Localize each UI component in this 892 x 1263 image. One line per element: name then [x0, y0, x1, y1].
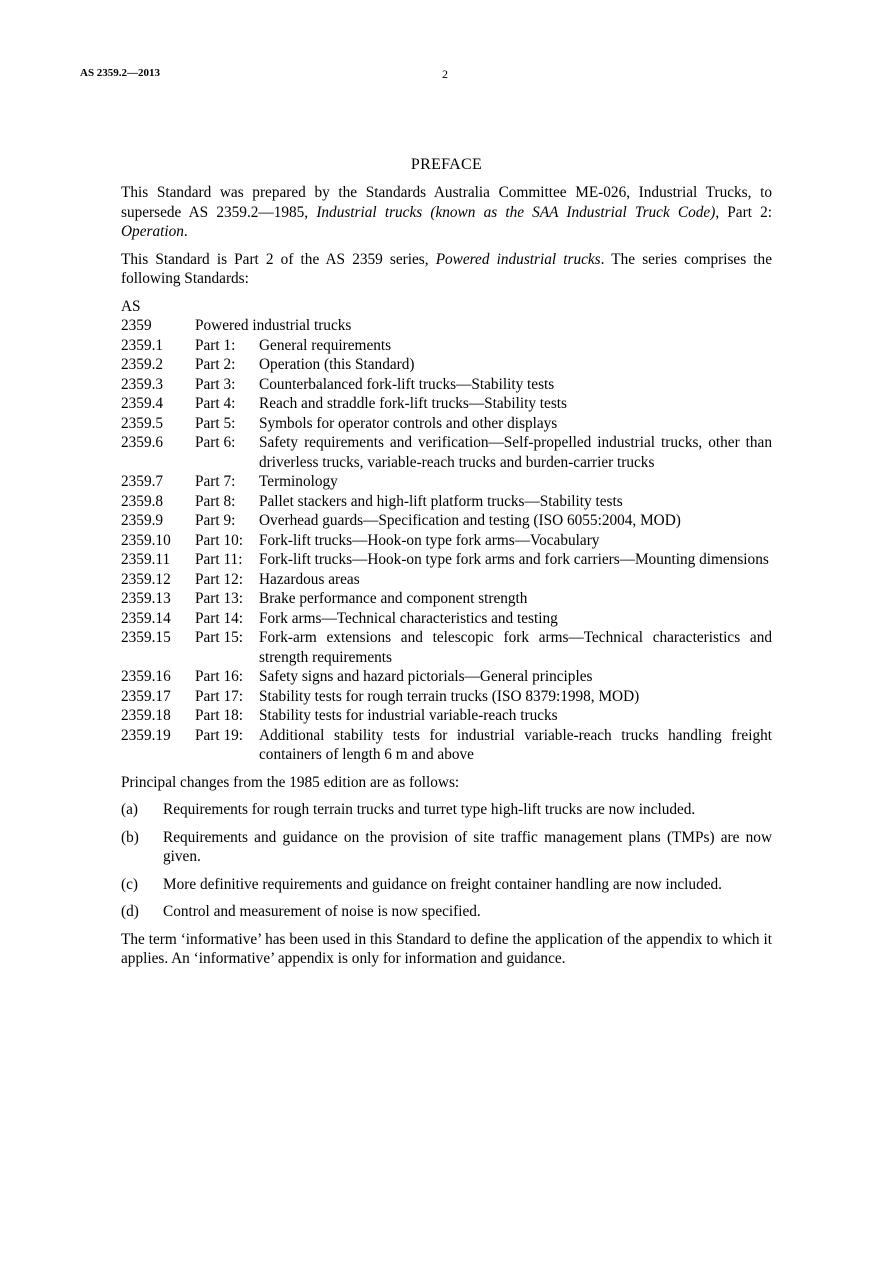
para1-text-2: , Part 2: [715, 203, 773, 221]
standard-number: 2359.13 [121, 590, 171, 607]
change-label: (c) [121, 875, 138, 893]
standard-row [121, 355, 772, 375]
preface-body [121, 155, 772, 977]
standard-part: Part 10: [195, 531, 244, 549]
standard-part: Part 17: [195, 687, 244, 705]
standard-part: Part 12: [195, 570, 244, 588]
standard-number: 2359.14 [121, 609, 171, 627]
standard-title: Fork arms—Technical characteristics and testing [259, 609, 558, 627]
change-text: Control and measurement of noise is now specified. [163, 903, 481, 920]
change-label: (b) [121, 828, 139, 846]
series-row [121, 316, 772, 336]
change-text: More definitive requirements and guidance on freight container handling are now included. [163, 875, 722, 893]
preface-paragraph-2 [121, 250, 772, 289]
standard-row [121, 433, 772, 472]
standard-part: Part 6: [195, 434, 236, 451]
change-label: (d) [121, 903, 139, 920]
series-number: 2359 [121, 317, 152, 334]
standard-part: Part 7: [195, 473, 236, 490]
parts-container [121, 336, 772, 765]
closing-paragraph: The term ‘informative’ has been used in this Standard to define the application of the appendix to which it applies. An ‘informative’ appendix is only for information and guidance. [121, 930, 772, 967]
standard-title: Fork-lift trucks—Hook-on type fork arms—Vocabulary [259, 531, 600, 549]
change-text: Requirements and guidance on the provision of site traffic management plans (TMPs) are now given. [163, 828, 772, 865]
change-item [121, 800, 772, 820]
standard-title: Fork-lift trucks—Hook-on type fork arms and fork carriers—Mounting dimensions [259, 551, 769, 568]
standard-title: Safety signs and hazard pictorials—General principles [259, 668, 593, 685]
standard-title: Overhead guards—Specification and testing (ISO 6055:2004, MOD) [259, 512, 681, 529]
standard-row [121, 628, 772, 667]
standard-row [121, 531, 772, 551]
change-item [121, 902, 772, 922]
standard-title: Fork-arm extensions and telescopic fork arms—Technical characteristics and strength requirements [259, 629, 772, 666]
changes-list [121, 800, 772, 922]
standard-number: 2359.18 [121, 707, 171, 724]
standard-row [121, 570, 772, 590]
standard-number: 2359.10 [121, 531, 171, 549]
standard-title: Hazardous areas [259, 570, 360, 588]
standard-title: Stability tests for industrial variable-reach trucks [259, 707, 558, 724]
standard-part: Part 5: [195, 414, 236, 432]
standard-title: Safety requirements and verification—Self-propelled industrial trucks, other than driverless trucks, variable-reach trucks and burden-carrier trucks [259, 434, 772, 471]
standard-number: 2359.12 [121, 570, 171, 588]
para1-text-1: This Standard was prepared by the Standards Australia Committee ME-026, Industrial Trucks, to supersede AS 2359.2—1985, [121, 184, 772, 221]
standard-part: Part 8: [195, 492, 236, 510]
standard-number: 2359.3 [121, 375, 164, 393]
standard-title: Brake performance and component strength [259, 590, 528, 607]
standard-part: Part 4: [195, 395, 236, 412]
series-prefix-row [121, 297, 772, 317]
standard-title: Pallet stackers and high-lift platform trucks—Stability tests [259, 492, 623, 510]
standard-number: 2359.8 [121, 492, 164, 510]
standard-row [121, 375, 772, 395]
standard-title: Operation (this Standard) [259, 356, 415, 373]
standard-title: General requirements [259, 336, 392, 354]
series-prefix: AS [121, 297, 141, 315]
standard-part: Part 16: [195, 668, 244, 685]
standard-number: 2359.4 [121, 395, 164, 412]
standard-number: 2359.5 [121, 414, 164, 432]
standard-row [121, 472, 772, 492]
changes-intro: Principal changes from the 1985 edition are as follows: [121, 773, 460, 791]
change-label: (a) [121, 801, 138, 818]
change-item [121, 828, 772, 867]
page-number: 2 [442, 67, 448, 81]
preface-paragraph-1 [121, 183, 772, 242]
para1-italic-part: Operation [121, 223, 184, 240]
standard-number: 2359.9 [121, 512, 164, 529]
para1-italic-title: Industrial trucks (known as the SAA Industrial Truck Code) [316, 203, 716, 221]
standard-title: Symbols for operator controls and other displays [259, 414, 558, 432]
standard-part: Part 9: [195, 512, 236, 529]
standard-number: 2359.7 [121, 473, 164, 490]
standard-title: Additional stability tests for industrial variable-reach trucks handling freight containers of length 6 m and above [259, 726, 772, 763]
standard-part: Part 13: [195, 590, 244, 607]
running-head-designation: AS 2359.2—2013 [80, 67, 161, 79]
standard-row [121, 706, 772, 726]
standard-row [121, 667, 772, 687]
standard-row [121, 336, 772, 356]
standard-number: 2359.6 [121, 434, 164, 451]
series-title: Powered industrial trucks [195, 317, 352, 334]
standard-row [121, 687, 772, 707]
standard-number: 2359.2 [121, 356, 164, 373]
standard-number: 2359.17 [121, 687, 171, 705]
standard-row [121, 492, 772, 512]
standard-part: Part 11: [195, 551, 243, 568]
standard-part: Part 14: [195, 609, 244, 627]
para2-italic-series: Powered industrial trucks [435, 250, 601, 268]
standard-number: 2359.19 [121, 726, 171, 744]
standard-part: Part 1: [195, 336, 236, 354]
standard-part: Part 3: [195, 375, 236, 393]
standard-row [121, 726, 772, 765]
standard-row [121, 394, 772, 414]
para2-text-1: This Standard is Part 2 of the AS 2359 series, [121, 250, 436, 268]
standard-row [121, 414, 772, 434]
change-item [121, 875, 772, 895]
standard-part: Part 2: [195, 356, 236, 373]
standard-row [121, 589, 772, 609]
standard-row [121, 609, 772, 629]
standard-row [121, 550, 772, 570]
standard-number: 2359.1 [121, 336, 164, 354]
standard-number: 2359.16 [121, 668, 171, 685]
standard-part: Part 15: [195, 629, 244, 646]
standard-part: Part 19: [195, 726, 244, 744]
section-title: PREFACE [410, 156, 483, 173]
standards-list [121, 297, 772, 765]
standard-title: Counterbalanced fork-lift trucks—Stability tests [259, 375, 555, 393]
para2-text-2: . The series comprises the following Standards: [121, 250, 772, 287]
para1-text-3: . [183, 223, 188, 240]
standard-title: Reach and straddle fork-lift trucks—Stability tests [259, 395, 567, 412]
standard-number: 2359.15 [121, 629, 171, 646]
change-text: Requirements for rough terrain trucks and turret type high-lift trucks are now included. [163, 801, 696, 818]
standard-row [121, 511, 772, 531]
standard-part: Part 18: [195, 707, 244, 724]
standard-title: Stability tests for rough terrain trucks (ISO 8379:1998, MOD) [259, 687, 640, 705]
standard-title: Terminology [259, 473, 338, 490]
standard-number: 2359.11 [121, 551, 171, 568]
